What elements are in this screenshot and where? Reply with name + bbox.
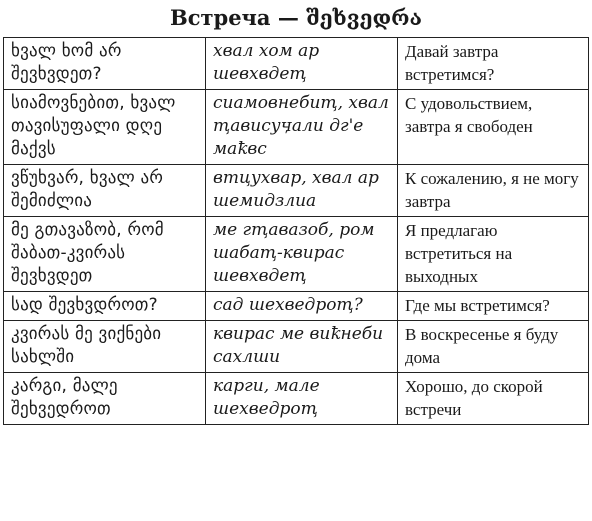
transliteration-cell: карги, мале шехведроҭ <box>206 373 398 425</box>
russian-cell: Хорошо, до скорой встречи <box>398 373 589 425</box>
russian-cell: С удовольствием, завтра я свободен <box>398 90 589 165</box>
table-row <box>4 292 589 321</box>
transliteration-cell: втцухвар, хвал ар шемидзлиа <box>206 165 398 217</box>
georgian-cell: ვწუხვარ, ხვალ არ შემიძლია <box>4 165 206 217</box>
russian-cell: Давай завтра встретимся? <box>398 38 589 90</box>
table-row <box>4 321 589 373</box>
georgian-cell: მე გთავაზობ, რომ შაბათ-კვირას შევხვდეთ <box>4 217 206 292</box>
transliteration-cell: ме гҭавазоб, ром шабаҭ-квирас шевхвдеҭ <box>206 217 398 292</box>
table-row <box>4 217 589 292</box>
transliteration-cell: хвал хом ар шевхвдеҭ <box>206 38 398 90</box>
georgian-cell: ხვალ ხომ არ შევხვდეთ? <box>4 38 206 90</box>
russian-cell: В воскресенье я буду дома <box>398 321 589 373</box>
transliteration-cell: сиамовнебиҭ, хвал ҭависуӌали дг'е маҟвс <box>206 90 398 165</box>
table-row <box>4 90 589 165</box>
transliteration-cell: сад шехведроҭ? <box>206 292 398 321</box>
georgian-cell: კარგი, მალე შეხვედროთ <box>4 373 206 425</box>
russian-cell: Я предлагаю встретиться на выходных <box>398 217 589 292</box>
table-row <box>4 373 589 425</box>
georgian-cell: სად შევხვდროთ? <box>4 292 206 321</box>
transliteration-cell: квирас ме виҟнеби сахлши <box>206 321 398 373</box>
georgian-cell: კვირას მე ვიქნები სახლში <box>4 321 206 373</box>
georgian-cell: სიამოვნებით, ხვალ თავისუფალი დღე მაქვს <box>4 90 206 165</box>
page-title: Встреча — შეხვედრა <box>169 5 423 30</box>
phrase-table <box>3 37 589 425</box>
table-row <box>4 38 589 90</box>
russian-cell: К сожалению, я не могу завтра <box>398 165 589 217</box>
table-row <box>4 165 589 217</box>
russian-cell: Где мы встретимся? <box>398 292 589 321</box>
